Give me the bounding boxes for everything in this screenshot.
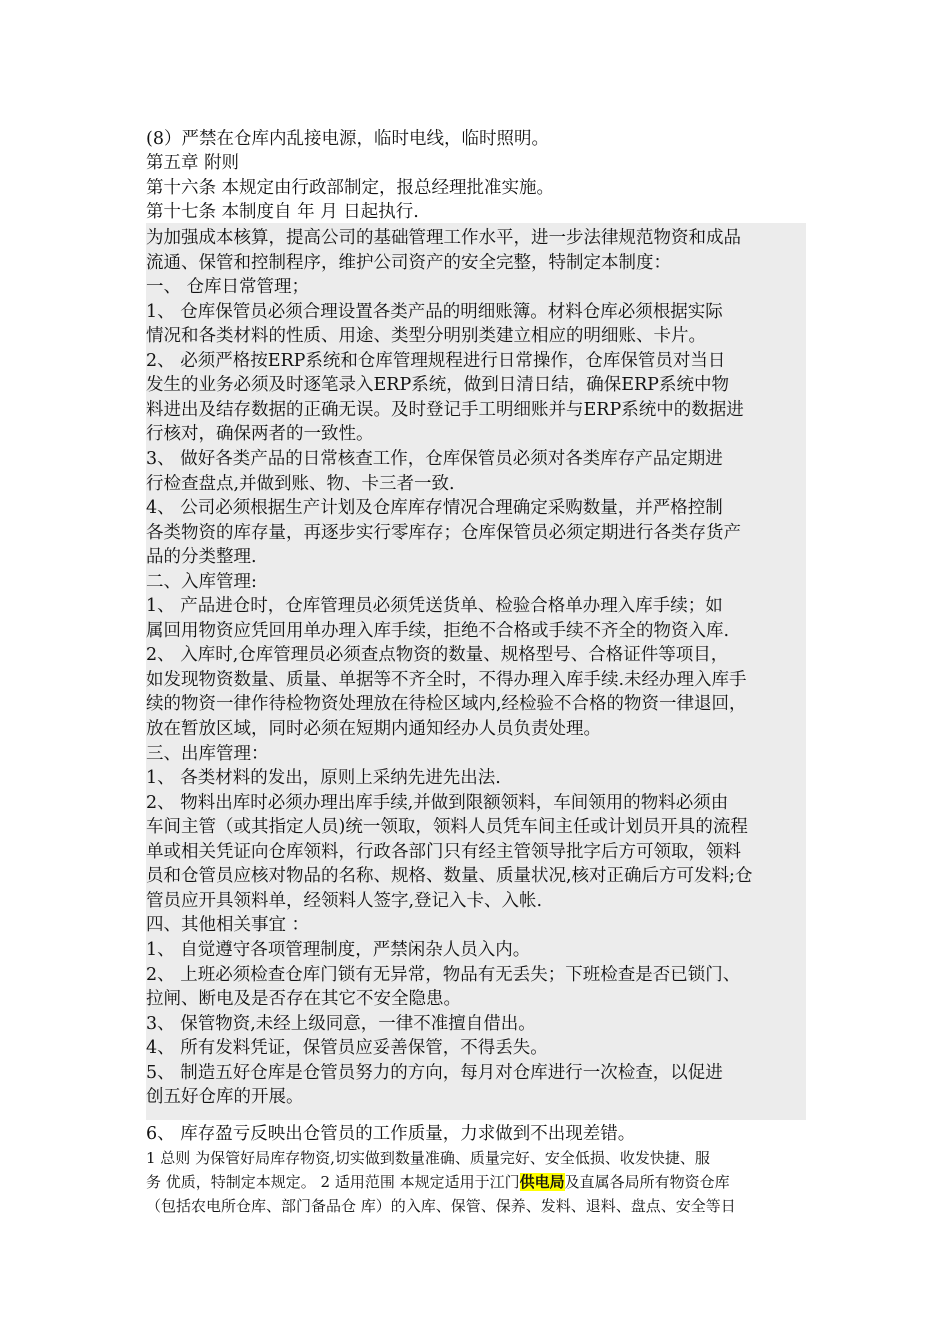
text-line: 2、 必须严格按ERP系统和仓库管理规程进行日常操作，仓库保管员对当日 xyxy=(146,350,726,371)
text-line: 续的物资一律作待检物资处理放在待检区域内,经检验不合格的物资一律退回， xyxy=(146,694,747,715)
text-line: 流通、保管和控制程序，维护公司资产的安全完整，特制定本制度： xyxy=(146,252,671,273)
text-line: 员和仓管员应核对物品的名称、规格、数量、质量状况,核对正确后方可发料;仓 xyxy=(146,866,753,887)
text-line: 1、 仓库保管员必须合理设置各类产品的明细账簿。材料仓库必须根据实际 xyxy=(146,301,723,322)
text-line: 拉闸、断电及是否存在其它不安全隐患。 xyxy=(146,989,461,1010)
text-line-with-highlight xyxy=(146,1170,730,1194)
text-line: （包括农电所仓库、部门备品仓 库）的入库、保管、保养、发料、退料、盘点、安全等日 xyxy=(146,1197,736,1215)
text-line: 品的分类整理. xyxy=(146,547,257,568)
text-line: 3、 做好各类产品的日常核查工作，仓库保管员必须对各类库存产品定期进 xyxy=(146,448,723,469)
text-line: 属回用物资应凭回用单办理入库手续，拒绝不合格或手续不齐全的物资入库. xyxy=(146,620,730,641)
text-line: 行检查盘点,并做到账、物、卡三者一致. xyxy=(146,473,455,494)
text-line: (8）严禁在仓库内乱接电源，临时电线，临时照明。 xyxy=(146,129,549,149)
highlighted-term: 供电局 xyxy=(519,1173,565,1191)
text-line: 管员应开具领料单，经领料人签字,登记入卡、入帐. xyxy=(146,890,543,911)
text-segment: 务 优质，特制定本规定。 2 适用范围 本规定适用于江门 xyxy=(146,1173,520,1191)
text-line: 1、 产品进仓时，仓库管理员必须凭送货单、检验合格单办理入库手续；如 xyxy=(146,596,723,617)
text-line: 1、 自觉遵守各项管理制度，严禁闲杂人员入内。 xyxy=(146,939,531,960)
text-line: 车间主管（或其指定人员)统一领取，领料人员凭车间主任或计划员开具的流程 xyxy=(146,817,748,838)
text-line: 1 总则 为保管好局库存物资,切实做到数量准确、质量完好、安全低损、收发快捷、服 xyxy=(146,1149,710,1167)
chapter-heading: 第五章 附则 xyxy=(146,153,240,173)
text-line: 二、入库管理: xyxy=(146,571,257,592)
text-line: 4、 公司必须根据生产计划及仓库库存情况合理确定采购数量，并严格控制 xyxy=(146,498,723,519)
text-line: 5、 制造五好仓库是仓管员努力的方向，每月对仓库进行一次检查，以促进 xyxy=(146,1062,723,1083)
text-line: 创五好仓库的开展。 xyxy=(146,1087,304,1108)
text-line: 4、 所有发料凭证，保管员应妥善保管，不得丢失。 xyxy=(146,1038,548,1059)
text-line: 2、 入库时,仓库管理员必须查点物资的数量、规格型号、合格证件等项目， xyxy=(146,645,729,666)
text-line: 2、 上班必须检查仓库门锁有无异常，物品有无丢失；下班检查是否已锁门、 xyxy=(146,964,741,985)
text-line: 发生的业务必须及时逐笔录入ERP系统，做到日清日结，确保ERP系统中物 xyxy=(146,375,729,396)
text-line: 一、 仓库日常管理； xyxy=(146,277,310,298)
text-line: 情况和各类材料的性质、用途、类型分明别类建立相应的明细账、卡片。 xyxy=(146,326,706,347)
text-line: 第十七条 本制度自 年 月 日起执行. xyxy=(146,202,419,222)
text-line: 3、 保管物资,未经上级同意，一律不准擅自借出。 xyxy=(146,1013,536,1034)
text-line: 如发现物资数量、质量、单据等不齐全时，不得办理入库手续.未经办理入库手 xyxy=(146,669,747,690)
text-line: 各类物资的库存量，再逐步实行零库存；仓库保管员必须定期进行各类存货产 xyxy=(146,522,741,543)
text-line: 四、其他相关事宜 ： xyxy=(146,915,310,936)
text-line: 6、 库存盈亏反映出仓管员的工作质量，力求做到不出现差错。 xyxy=(146,1124,636,1144)
text-line: 单或相关凭证向仓库领料，行政各部门只有经主管领导批字后方可领取，领料 xyxy=(146,841,741,862)
text-segment: 及直属各局所有物资仓库 xyxy=(564,1173,730,1191)
text-line: 2、 物料出库时必须办理出库手续,并做到限额领料，车间领用的物料必须由 xyxy=(146,792,729,813)
text-line: 料进出及结存数据的正确无误。及时登记手工明细账并与ERP系统中的数据进 xyxy=(146,399,744,420)
text-line: 第十六条 本规定由行政部制定，报总经理批准实施。 xyxy=(146,178,555,198)
text-line: 三、出库管理： xyxy=(146,743,269,764)
text-line: 为加强成本核算，提高公司的基础管理工作水平，进一步法律规范物资和成品 xyxy=(146,228,741,248)
text-line: 1、 各类材料的发出，原则上采纳先进先出法. xyxy=(146,768,501,789)
text-line: 行核对，确保两者的一致性。 xyxy=(146,424,374,445)
text-line: 放在暂放区域，同时必须在短期内通知经办人员负责处理。 xyxy=(146,719,601,739)
